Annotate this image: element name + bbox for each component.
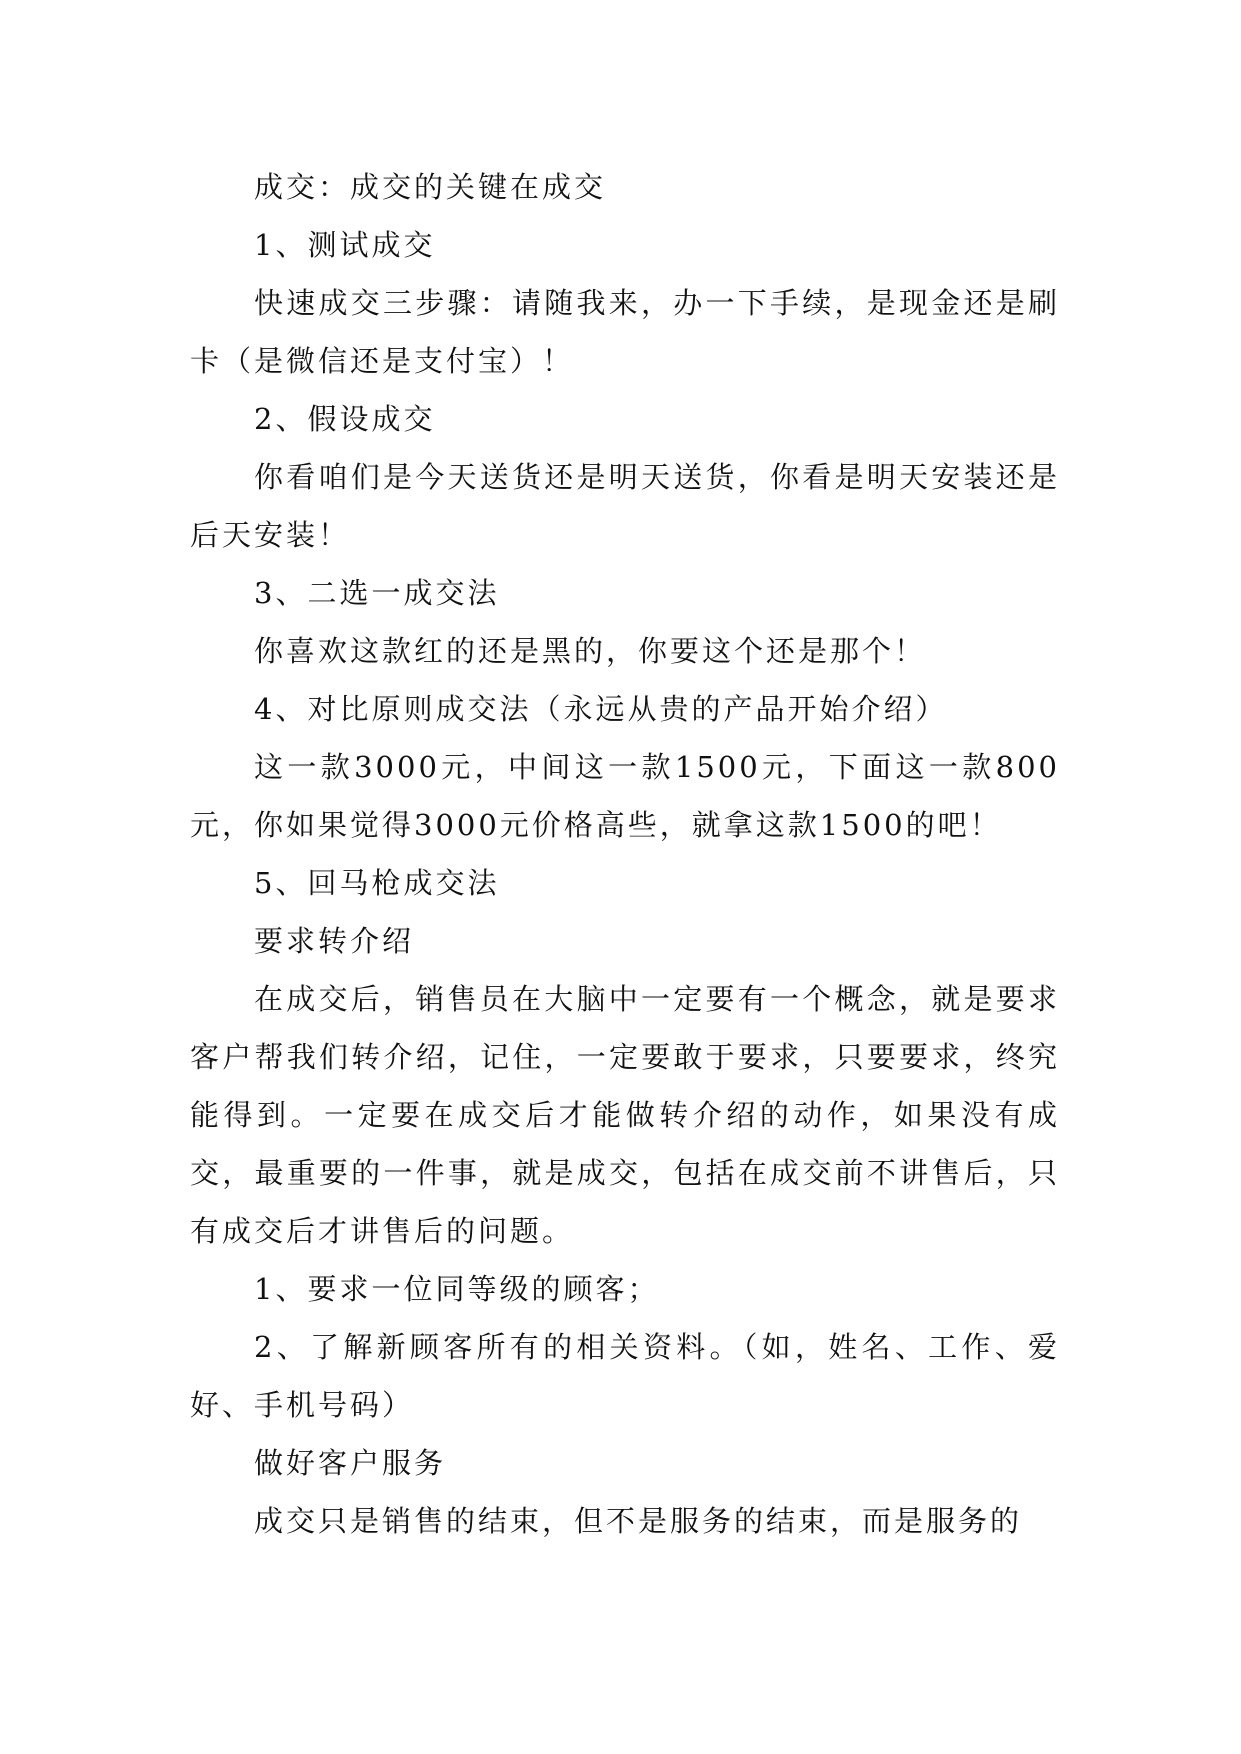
section-heading-customer-service: 做好客户服务 [254,1446,447,1480]
paragraph-color-example: 你喜欢这款红的还是黑的，你要这个还是那个！ [254,634,927,668]
document-body [190,158,1060,1550]
list-item-assumptive-close: 2、假设成交 [254,402,436,436]
paragraph-price-example: 这一款3000元，中间这一款1500元，下面这一款800元，你如果觉得3000元价格高些，就拿这款1500的吧！ [190,750,1060,842]
list-item-either-or-close: 3、二选一成交法 [254,576,500,610]
section-heading-closing: 成交：成交的关键在成交 [254,170,607,204]
list-item-test-close: 1、测试成交 [254,228,436,262]
paragraph-service-intro: 成交只是销售的结束，但不是服务的结束，而是服务的 [254,1504,1023,1538]
paragraph-delivery-example: 你看咱们是今天送货还是明天送货，你看是明天安装还是后天安装！ [190,460,1060,552]
section-heading-referral: 要求转介绍 [254,924,415,958]
list-item-comparison-close: 4、对比原则成交法（永远从贵的产品开始介绍） [254,692,948,726]
list-item-comeback-close: 5、回马枪成交法 [254,866,500,900]
list-item-customer-info: 2、了解新顾客所有的相关资料。（如，姓名、工作、爱好、手机号码） [190,1330,1060,1422]
list-item-same-level-customer: 1、要求一位同等级的顾客； [254,1272,660,1306]
paragraph-quick-close-steps: 快速成交三步骤：请随我来，办一下手续，是现金还是刷卡（是微信还是支付宝）！ [190,286,1060,378]
paragraph-referral-concept: 在成交后，销售员在大脑中一定要有一个概念，就是要求客户帮我们转介绍，记住，一定要敢于要求，只要要求，终究能得到。一定要在成交后才能做转介绍的动作，如果没有成交，最重要的一件事，就是成交，包括在成交前不讲售后，只有成交后才讲售后的问题。 [190,982,1060,1248]
